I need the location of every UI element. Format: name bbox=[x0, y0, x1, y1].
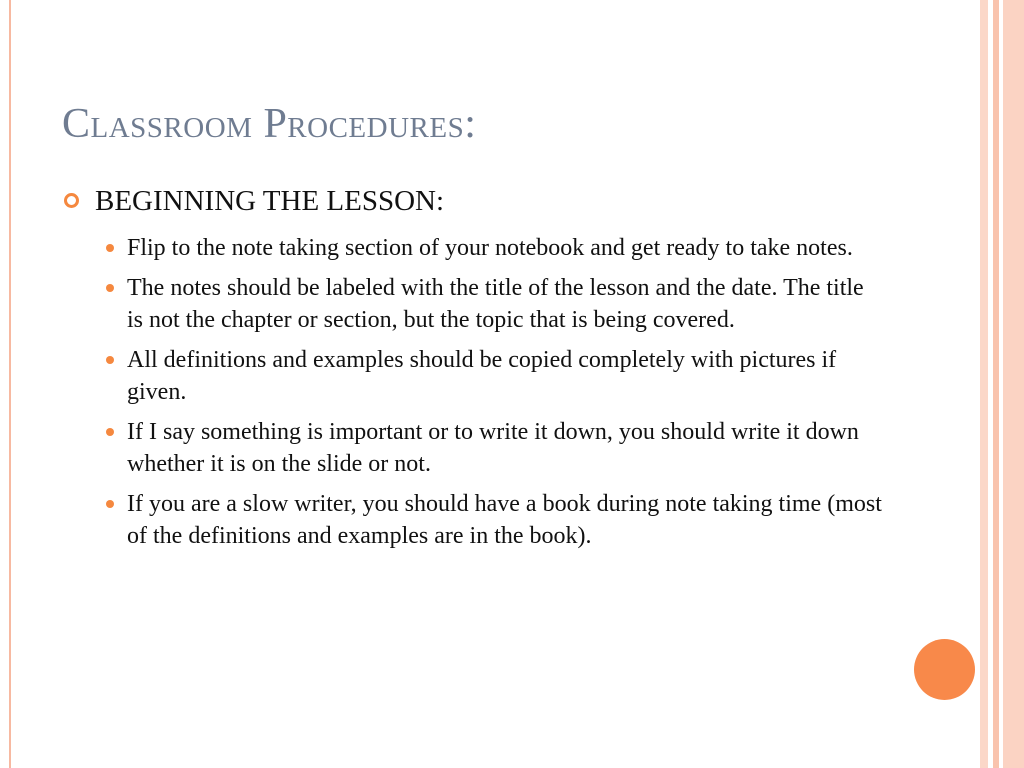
section-heading: BEGINNING THE LESSON: bbox=[95, 185, 445, 217]
right-stripe-outer bbox=[980, 0, 988, 768]
slide-body bbox=[62, 182, 882, 560]
ring-bullet-icon bbox=[64, 193, 79, 208]
list-item bbox=[106, 488, 882, 552]
list-item bbox=[106, 344, 882, 408]
list-item-text: If I say something is important or to write it down, you should write it down whether it is on the slide or not. bbox=[127, 419, 859, 477]
heading-bullet bbox=[62, 182, 882, 220]
dot-bullet-icon bbox=[106, 356, 114, 364]
right-stripe-edge bbox=[1003, 0, 1024, 768]
left-border-line bbox=[9, 0, 11, 768]
decorative-circle bbox=[914, 639, 975, 700]
slide-title: Classroom Procedures: bbox=[62, 101, 477, 147]
list-item bbox=[106, 416, 882, 480]
list-item-text: The notes should be labeled with the title of the lesson and the date. The title is not the chapter or section, but the topic that is being covered. bbox=[127, 275, 864, 333]
dot-bullet-icon bbox=[106, 500, 114, 508]
list-item-text: If you are a slow writer, you should have a book during note taking time (most of the definitions and examples are in the book). bbox=[127, 491, 882, 549]
list-item bbox=[106, 232, 882, 264]
dot-bullet-icon bbox=[106, 284, 114, 292]
dot-bullet-icon bbox=[106, 244, 114, 252]
list-item bbox=[106, 272, 882, 336]
bullet-list bbox=[62, 232, 882, 552]
list-item-text: All definitions and examples should be copied completely with pictures if given. bbox=[127, 347, 837, 405]
dot-bullet-icon bbox=[106, 428, 114, 436]
list-item-text: Flip to the note taking section of your notebook and get ready to take notes. bbox=[127, 235, 853, 261]
